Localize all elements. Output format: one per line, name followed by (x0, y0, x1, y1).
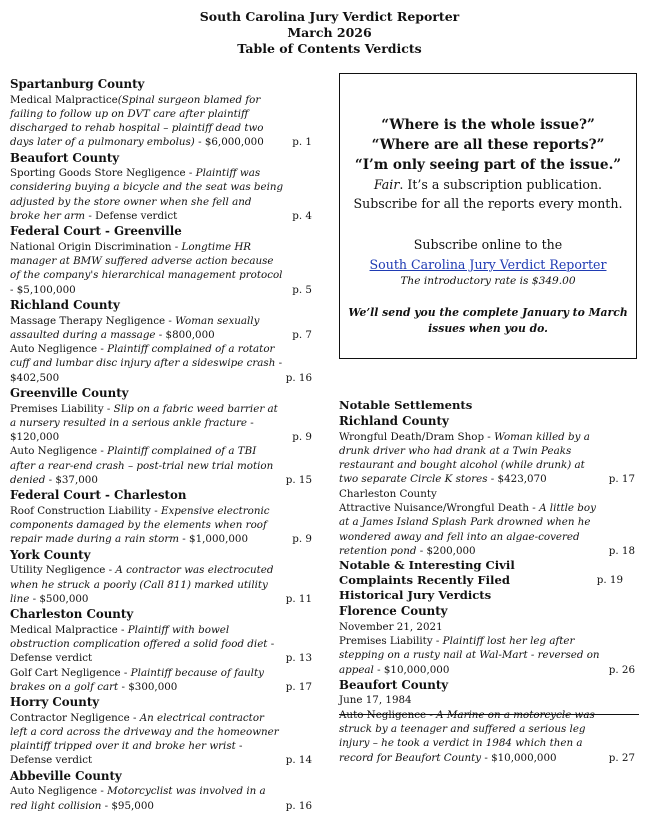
promo-online-line: Subscribe online to the (413, 237, 563, 252)
entry-type: Attractive Nuisance/Wrongful Death - (339, 501, 540, 514)
entry-desc: Plaintiff lost her leg after stepping on a rusty nail at Wal-Mart - reversed on appeal (339, 634, 600, 676)
verdict-entry (10, 623, 316, 666)
entry-desc: Plaintiff because of faulty brakes on a golf cart (10, 666, 264, 693)
entry-result: - $423,070 (487, 473, 547, 486)
entry-result: - $10,000,000 (481, 751, 557, 764)
page-header (0, 9, 659, 57)
county-heading: Abbeville County (10, 768, 122, 783)
entry-desc: A contractor was electrocuted when he struck a poorly (Call 811) marked utility line (10, 564, 274, 605)
subscription-promo-box (339, 73, 637, 359)
entry-result: - $37,000 (45, 474, 98, 487)
civil-complaints-label: Complaints Recently Filed (339, 573, 510, 588)
verdict-entry (10, 563, 316, 606)
entry-result: - Defense verdict (10, 740, 243, 767)
settlements-column (339, 398, 639, 765)
entry-page: p. 1 (292, 136, 312, 149)
entry-desc: (Spinal surgeon blamed for failing to follow up on DVT care after plaintiff discharged to rehab hospital – plaintiff dead two days later of a pulmonary embolus) (10, 93, 264, 149)
county-heading: Spartanburg County (10, 77, 145, 91)
promo-fair-word: Fair (373, 177, 400, 192)
entry-desc: Plaintiff was considering buying a bicycle and the seat was being adjusted by the store owner when she fell and broke her arm (10, 167, 284, 223)
entry-page: p. 17 (285, 680, 312, 693)
entry-result: - $800,000 (155, 328, 215, 341)
verdict-entry (10, 342, 316, 385)
county-heading: Horry County (10, 695, 100, 710)
entry-desc: An electrical contractor left a cord across the driveway and the homeowner plaintiff tripped over it and broke her wrist (10, 711, 279, 753)
entry-result: - $95,000 (101, 799, 154, 812)
entry-page: p. 11 (285, 592, 312, 605)
entry-type: Auto Negligence - (10, 445, 108, 458)
verdict-entry (10, 504, 316, 547)
verdict-entry (10, 166, 316, 223)
entry-desc: Plaintiff complained of a TBI after a rear-end crash – post-trial new trial motion denied (10, 445, 274, 487)
entry-result: - $500,000 (29, 592, 89, 605)
entry-page: p. 16 (285, 799, 312, 812)
verdict-entry (10, 402, 316, 445)
entry-desc: A little boy at a James Island Splash Park drowned when he wondered away and fell into an algae-covered retention pond (339, 501, 596, 557)
historical-entry-auto (339, 708, 639, 765)
historical-entry-premises (339, 634, 639, 677)
verdict-entry (10, 711, 316, 768)
verdict-entry (10, 784, 316, 813)
entry-result: - $5,100,000 (10, 283, 76, 296)
entry-type: Auto Negligence - (339, 708, 437, 721)
entry-desc: Woman sexually assaulted during a massage (10, 314, 260, 341)
entry-page: p. 7 (292, 328, 312, 341)
entry-page: p. 16 (285, 371, 312, 384)
entry-page: p. 5 (292, 283, 312, 296)
toc-subtitle: Table of Contents Verdicts (237, 41, 422, 56)
entry-type: Premises Liability - (339, 634, 443, 647)
entry-desc: A Marine on a motorcycle was struck by a teenager and suffered a serious leg injury – he took a verdict in 1984 which then a record for Beaufort County (339, 708, 595, 764)
entry-page: p. 15 (285, 474, 312, 487)
county-heading: Beaufort County (10, 150, 120, 165)
verdicts-column (10, 76, 316, 813)
county-heading: Federal Court - Charleston (10, 488, 187, 503)
county-heading: Greenville County (10, 386, 129, 401)
verdict-entry (10, 240, 316, 297)
entry-type: Wrongful Death/Dram Shop - (339, 430, 495, 443)
notable-settlements-heading: Notable Settlements (339, 398, 473, 412)
entry-type: National Origin Discrimination - (10, 240, 182, 253)
entry-page: p. 18 (608, 544, 635, 557)
promo-question-3: “I’m only seeing part of the issue.” (354, 157, 622, 173)
entry-type: Roof Construction Liability - (10, 504, 161, 517)
entry-page: p. 17 (608, 473, 635, 486)
entry-page: p. 27 (608, 751, 635, 764)
promo-fair-line (340, 175, 636, 194)
civil-complaints-page: p. 19 (596, 574, 623, 587)
entry-type: Sporting Goods Store Negligence - (10, 167, 196, 180)
entry-page: p. 4 (292, 210, 312, 223)
bottom-divider (339, 714, 639, 715)
entry-result: - $402,500 (10, 357, 283, 384)
entry-page: p. 26 (608, 663, 635, 676)
entry-desc: Plaintiff complained of a rotator cuff and lumbar disc injury after a sideswipe crash (10, 343, 276, 370)
county-heading: York County (10, 547, 91, 562)
beaufort-date: June 17, 1984 (339, 694, 412, 707)
entry-desc: Expensive electronic components damaged by the elements when roof repair made during a rain storm (10, 504, 270, 546)
entry-result: - $10,000,000 (373, 663, 450, 676)
entry-type: Medical Malpractice - (10, 623, 128, 636)
entry-result: - Defense verdict (85, 210, 178, 223)
promo-send-note: We’ll send you the complete January to March issues when you do. (348, 306, 628, 335)
entry-type: Medical Malpractice (10, 93, 118, 106)
entry-desc: Longtime HR manager at BMW suffered adverse action because of the company's hierarchical management protocol (10, 240, 283, 282)
entry-type: Premises Liability - (10, 402, 114, 415)
entry-result: - $1,000,000 (179, 533, 248, 546)
entry-result: - $300,000 (118, 680, 178, 693)
settlement-entry-attractive-nuisance (339, 501, 639, 558)
subscribe-link[interactable]: South Carolina Jury Verdict Reporter (369, 257, 607, 272)
entry-type: Massage Therapy Negligence - (10, 314, 176, 327)
verdict-entry (10, 93, 316, 150)
county-heading-richland: Richland County (339, 414, 449, 428)
entry-result: - $200,000 (416, 544, 476, 557)
entry-desc: Motorcyclist was involved in a red light collision (10, 785, 266, 812)
entry-page: p. 9 (292, 533, 312, 546)
entry-result: - $120,000 (10, 416, 254, 444)
verdict-entry (10, 666, 316, 695)
entry-desc: Woman killed by a drunk driver who had drank at a Twin Peaks restaurant and bought alcohol (while drunk) at two separate Circle K stores (339, 430, 590, 486)
entry-type: Utility Negligence - (10, 564, 116, 577)
verdict-entry (10, 444, 316, 487)
promo-fair-rest: . It’s a subscription publication. (399, 177, 603, 192)
publication-title: South Carolina Jury Verdict Reporter (199, 9, 460, 24)
entry-type: Contractor Negligence - (10, 711, 140, 724)
entry-page: p. 9 (292, 431, 312, 444)
county-heading-florence: Florence County (339, 604, 448, 619)
entry-page: p. 13 (285, 652, 312, 665)
county-heading-beaufort: Beaufort County (339, 677, 449, 692)
promo-rate: The introductory rate is $349.00 (400, 275, 576, 287)
historical-verdicts-heading: Historical Jury Verdicts (339, 588, 492, 603)
florence-date: November 21, 2021 (339, 620, 443, 633)
entry-desc: Plaintiff with bowel obstruction complication offered a solid food diet (10, 623, 268, 650)
issue-date: March 2026 (287, 25, 372, 40)
county-heading: Charleston County (10, 607, 134, 622)
county-label-charleston: Charleston County (339, 487, 437, 500)
civil-complaints-heading-line2 (339, 573, 639, 588)
settlement-entry-wrongful-death (339, 430, 639, 487)
civil-complaints-heading-line1: Notable & Interesting Civil (339, 558, 515, 573)
county-heading: Richland County (10, 298, 120, 313)
verdict-entry (10, 314, 316, 343)
entry-page: p. 14 (285, 754, 312, 767)
promo-subscribe-line: Subscribe for all the reports every month. (353, 196, 623, 211)
county-heading: Federal Court - Greenville (10, 224, 182, 239)
entry-result: - $6,000,000 (194, 136, 264, 149)
entry-result: - Defense verdict (10, 637, 275, 665)
entry-type: Auto Negligence - (10, 785, 108, 798)
promo-question-2: “Where are all these reports?” (371, 137, 605, 153)
promo-question-1: “Where is the whole issue?” (381, 117, 595, 133)
entry-type: Golf Cart Negligence - (10, 666, 131, 679)
entry-desc: Slip on a fabric weed barrier at a nursery resulted in a serious ankle fracture (10, 402, 278, 429)
entry-type: Auto Negligence - (10, 343, 108, 356)
